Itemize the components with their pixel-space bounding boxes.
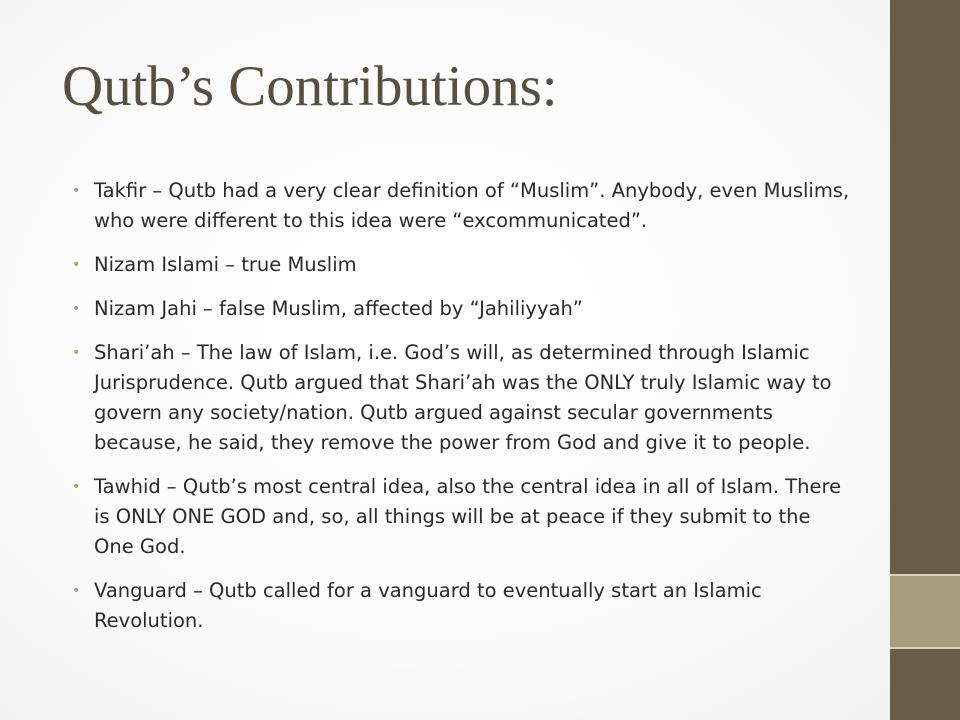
bullet-item-shariah [72,338,852,458]
sidebar-accent-bottom-rule [890,647,960,649]
bullet-text: Shari’ah – The law of Islam, i.e. God’s will, as determined through Islamic Jurisprudence. Qutb argued that Shari’ah was the ONLY truly Islamic way to govern any society/nation. Qutb argued against secular governments because, he said, they remove the power from God and give it to people. [94,341,832,454]
bullet-dot-icon: • [72,257,81,273]
bullet-dot-icon: • [72,183,81,199]
bullet-text: Nizam Jahi – false Muslim, affected by “Jahiliyyah” [94,297,583,320]
slide-title: Qutb’s Contributions: [62,55,558,118]
bullet-dot-icon: • [72,345,81,361]
sidebar-accent-block [890,576,960,647]
bullet-text: Tawhid – Qutb’s most central idea, also the central idea in all of Islam. There is ONLY ONE GOD and, so, all things will be at peace if they submit to the One God. [94,475,842,558]
bullet-text: Vanguard – Qutb called for a vanguard to eventually start an Islamic Revolution. [94,579,762,632]
bullet-item-nizam-islami [72,250,852,280]
bullet-item-vanguard [72,576,852,636]
bullet-dot-icon: • [72,301,81,317]
bullet-item-tawhid [72,472,852,562]
bullet-item-takfir [72,176,852,236]
bullet-item-nizam-jahi [72,294,852,324]
bullet-dot-icon: • [72,479,81,495]
bullet-dot-icon: • [72,583,81,599]
bullet-text: Takfir – Qutb had a very clear definition of “Muslim”. Anybody, even Muslims, who were different to this idea were “excommunicated”. [94,179,850,232]
bullet-list [72,176,852,650]
bullet-text: Nizam Islami – true Muslim [94,253,357,276]
